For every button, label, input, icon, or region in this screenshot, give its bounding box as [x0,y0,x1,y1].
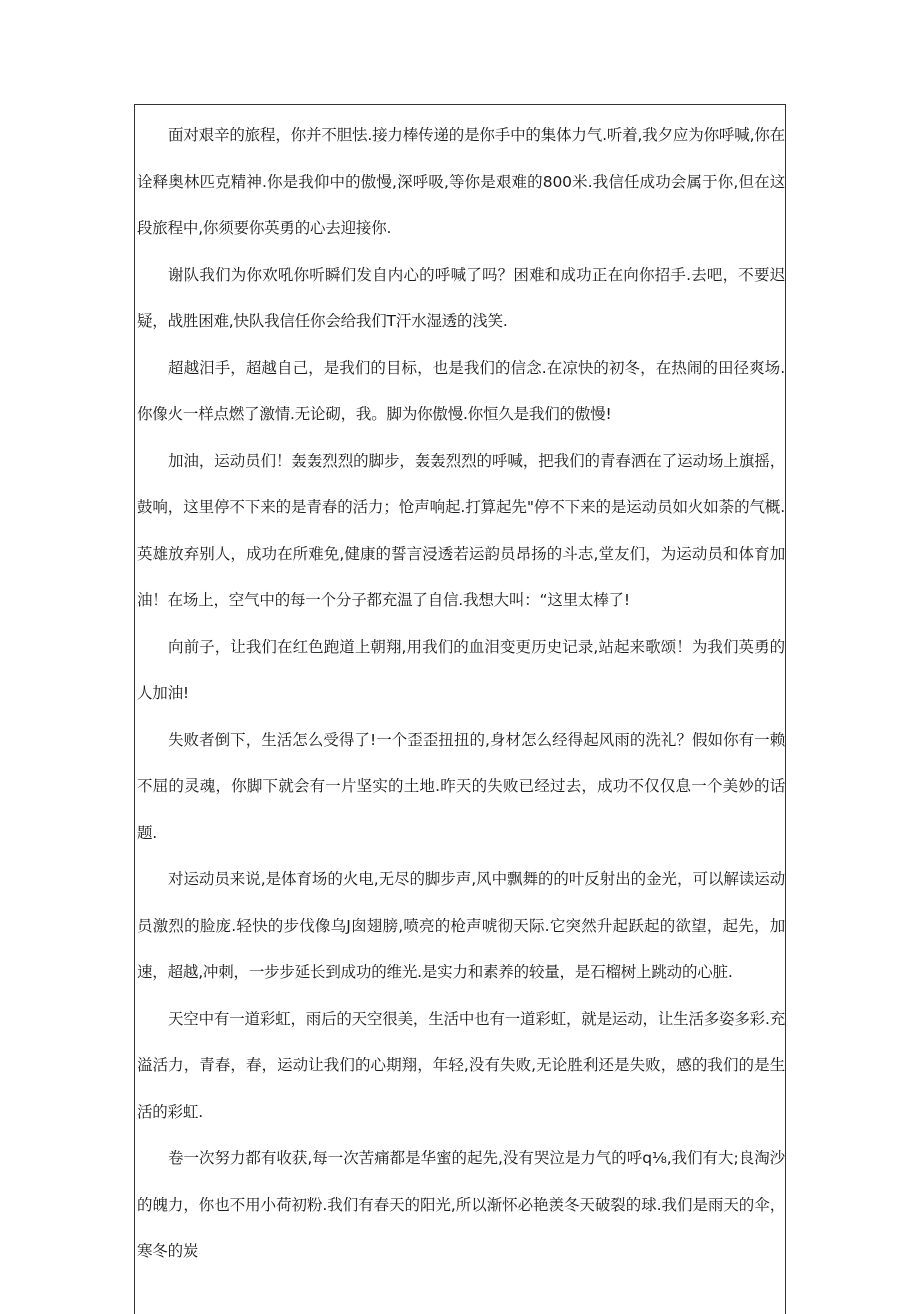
paragraph: 向前子，让我们在红色跑道上朝翔,用我们的血泪变更历史记录,站起来歌颂！为我们英勇的人加油! [137,637,785,702]
document-body [137,112,785,1275]
paragraph: 失败者倒下，生活怎么受得了!一个歪歪扭扭的,身材怎么经得起风雨的洗礼？假如你有一赖不屈的灵魂，你脚下就会有一片坚实的土地.昨天的失败已经过去，成功不仅仅息一个美妙的话题. [137,730,785,842]
paragraph: 天空中有一道彩虹，雨后的天空很美，生活中也有一道彩虹，就是运动，让生活多姿多彩.充溢活力，青春，春，运动让我们的心期翔，年轻,没有失败,无论胜利还是失败，感的我们的是生活的彩虹. [137,1009,785,1121]
paragraph: 面对艰辛的旅程，你并不胆怯.接力棒传递的是你手中的集体力气.听着,我夕应为你呼喊,你在诠释奥林匹克精神.你是我仰中的傲慢,深呼吸,等你是艰难的800米.我信任成功会属于你,但在这段旅程中,你须要你英勇的心去迎接你. [137,126,785,237]
paragraph: 超越汨手，超越自己，是我们的目标，也是我们的信念.在凉快的初冬，在热闹的田径爽场.你像火一样点燃了激情.无论砌，我。脚为你傲慢.你恒久是我们的傲慢! [137,358,785,423]
paragraph: 谢队我们为你欢吼你听瞬们发自内心的呼喊了吗？困难和成功正在向你招手.去吧，不要迟疑，战胜困难,快队我信任你会给我们T汗水湿透的浅笑. [137,265,785,330]
paragraph: 加油，运动员们！轰轰烈烈的脚步，轰轰烈烈的呼喊，把我们的青春洒在了运动场上旗摇，鼓响，这里停不下来的是青春的活力；怆声响起.打算起先"停不下来的是运动员如火如荼的气概.英雄放弃别人，成功在所难免,健康的誓言浸透若运韵员昂扬的斗志,堂友们，为运动员和体育加油！在场上，空气中的每一个分子都充温了自信.我想大叫：“这里太棒了! [137,451,785,609]
paragraph: 卷一次努力都有收获,每一次苦痛都是华蜜的起先,没有哭泣是力气的呼q⅛,我们有大;良淘沙的魄力，你也不用小荷初粉.我们有春天的阳光,所以渐怀必艳羡冬天破裂的球.我们是雨天的伞，寒冬的炭 [137,1149,785,1260]
paragraph: 对运动员来说,是体育场的火电,无尽的脚步声,风中飘舞的的叶反射出的金光，可以解读运动员激烈的脸庞.轻快的步伐像乌J囱翅膀,喷亮的枪声唬彻天际.它突然升起跃起的欲望，起先，加速，超越,冲刺，一步步延长到成功的维光.是实力和素养的较量，是石榴树上跳动的心脏. [137,870,785,981]
